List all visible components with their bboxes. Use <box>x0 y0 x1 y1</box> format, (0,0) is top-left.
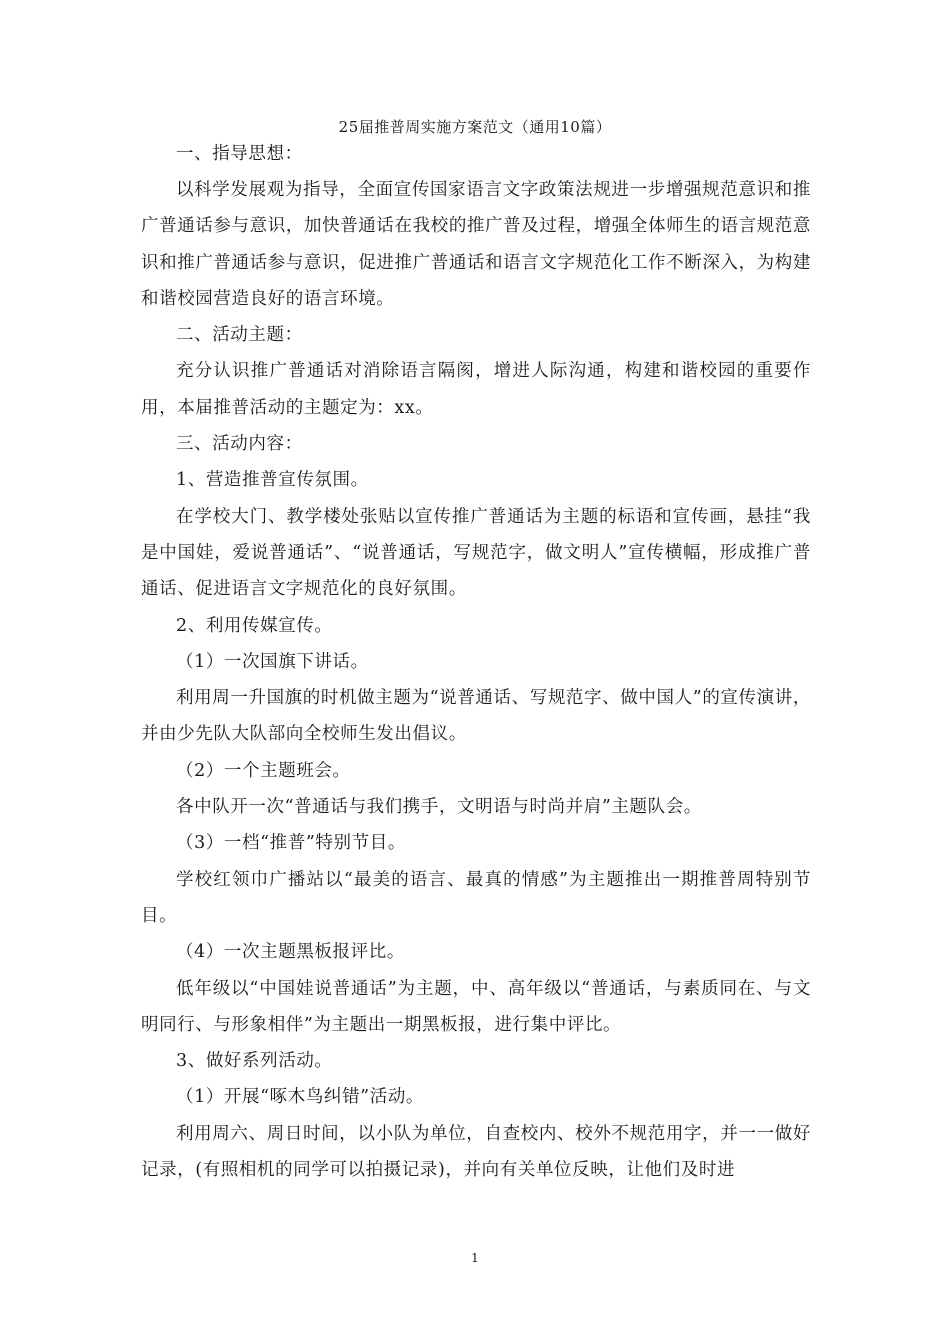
list-item: （1）一次国旗下讲话。 <box>176 651 369 672</box>
paragraph: 学校红领巾广播站以“最美的语言、最真的情感”为主题推出一期推普周特别节目。 <box>141 869 811 926</box>
subheading: 2、利用传媒宣传。 <box>176 615 333 636</box>
paragraph: 各中队开一次“普通话与我们携手，文明语与时尚并肩”主题队会。 <box>176 797 702 818</box>
list-item: （1）开展“啄木鸟纠错”活动。 <box>176 1087 425 1108</box>
subheading: 1、营造推普宣传氛围。 <box>176 470 369 491</box>
paragraph: 充分认识推广普通话对消除语言隔阂，增进人际沟通，构建和谐校园的重要作用，本届推普活动的主题定为：xx。 <box>141 361 811 418</box>
document-body <box>141 142 811 1188</box>
paragraph: 利用周六、周日时间，以小队为单位，自查校内、校外不规范用字，并一一做好记录，(有照相机的同学可以拍摄记录)，并向有关单位反映，让他们及时进 <box>141 1123 811 1181</box>
subheading: 3、做好系列活动。 <box>176 1051 333 1072</box>
paragraph: 利用周一升国旗的时机做主题为“说普通话、写规范字、做中国人”的宣传演讲，并由少先队大队部向全校师生发出倡议。 <box>141 688 811 745</box>
document-title: 25届推普周实施方案范文（通用10篇） <box>338 118 612 136</box>
section-heading-guiding-ideology: 一、指导思想： <box>176 144 303 164</box>
list-item: （4）一次主题黑板报评比。 <box>176 942 405 963</box>
paragraph: 低年级以“中国娃说普通话”为主题，中、高年级以“普通话，与素质同在、与文明同行、与形象相伴”为主题出一期黑板报，进行集中评比。 <box>141 978 811 1035</box>
section-heading-activity-content: 三、活动内容： <box>176 434 303 455</box>
list-item: （2）一个主题班会。 <box>176 760 351 781</box>
section-heading-activity-theme: 二、活动主题： <box>176 325 303 346</box>
paragraph: 在学校大门、教学楼处张贴以宣传推广普通话为主题的标语和宣传画，悬挂“我是中国娃，爱说普通话”、“说普通话，写规范字，做文明人”宣传横幅，形成推广普通话、促进语言文字规范化的良好氛围。 <box>141 506 811 600</box>
paragraph: 以科学发展观为指导，全面宣传国家语言文字政策法规进一步增强规范意识和推广普通话参与意识，加快普通话在我校的推广普及过程，增强全体师生的语言规范意识和推广普通话参与意识，促进推广普通话和语言文字规范化工作不断深入，为构建和谐校园营造良好的语言环境。 <box>141 180 811 309</box>
page-number: 1 <box>471 1251 479 1265</box>
list-item: （3）一档“推普”特别节目。 <box>176 833 406 854</box>
